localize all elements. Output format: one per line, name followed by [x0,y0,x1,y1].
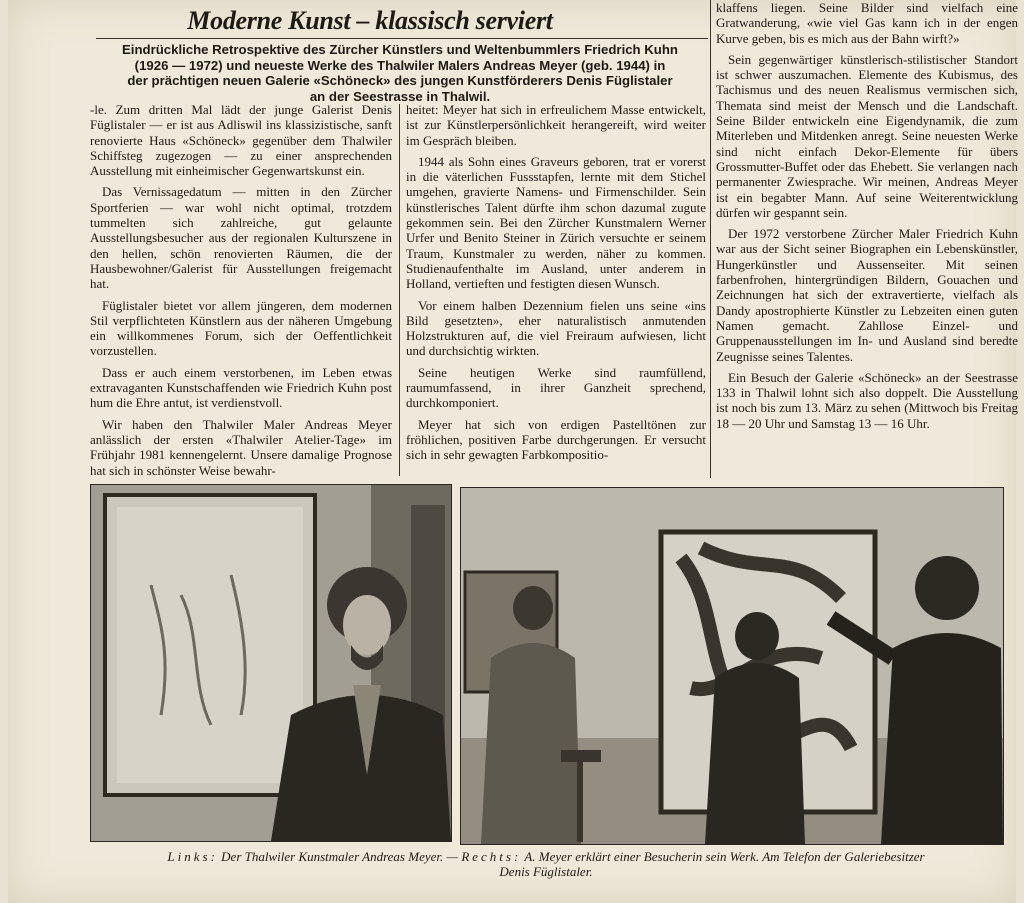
caption-right-label: Rechts: [461,849,522,864]
paragraph: heitet: Meyer hat sich in erfreulichem Masse entwickelt, ist zur Künstlerpersönlichkeit herangereift, wird weiter im Gespräch bleiben. [406,102,706,148]
photo-andreas-meyer [90,484,452,842]
paragraph: Vor einem halben Dezennium fielen uns seine «ins Bild gesetzten», eher naturalistisch anmutenden Holzstrukturen auf, die viel Freiraum aufwiesen, licht und durchsichtig wirkten. [406,297,706,359]
paragraph: Ein Besuch der Galerie «Schöneck» an der Seestrasse 133 in Thalwil lohnt sich also doppelt. Die Ausstellung ist noch bis zum 13. März zu sehen (Mittwoch bis Freitag 18 — 20 Uhr und Samstag 13 — 16 Uhr. [716,369,1018,431]
paragraph: Der 1972 verstorbene Zürcher Maler Friedrich Kuhn war aus der Sicht seiner Biographen ein Lebenskünstler, Hungerkünstler und Aussenseiter. Mit seinen farbenfrohen, hintergründigen Bildern, Gouachen und Zeichnungen hat sich der extravertierte, vielfach als Dandy apostrophierte Künstler zu Lebzeiten einen guten Namen gemacht. Zahllose Einzel- und Gruppenausstellungen im In- und Ausland sind beredte Zeugnisse seines Talentes. [716,226,1018,364]
paragraph: Seine heutigen Werke sind raumfüllend, raumumfassend, in ihrer Ganzheit sprechend, durchkomponiert. [406,364,706,411]
paragraph: Dass er auch einem verstorbenen, im Leben etwas extravaganten Kunstschaffenden wie Friedrich Kuhn post hum die Ehre antut, ist verdienstvoll. [90,364,392,411]
caption-line-2: Denis Füglistaler. [499,864,593,879]
article-column-1 [90,102,392,484]
paragraph: Wir haben den Thalwiler Maler Andreas Meyer anlässlich der ersten «Thalwiler Atelier-Tage» im Frühjahr 1981 kennengelernt. Unsere damalige Prognose hat sich in schönster Weise bewahr- [90,416,392,478]
paragraph: Meyer hat sich von erdigen Pastelltönen zur fröhlichen, positiven Farbe durchgerungen. Er versucht sich in sehr gewagten Farbkompositio- [406,416,706,463]
paragraph: Füglistaler bietet vor allem jüngeren, dem modernen Stil verpflichteten Künstlern aus der näheren Umgebung ein willkommenes Forum, sich der Oeffentlichkeit vorzustellen. [90,297,392,359]
column-divider [399,104,400,476]
subhead-line: Eindrückliche Retrospektive des Zürcher Künstlers und Weltenbummlers Friedrich Kuhn [122,42,678,57]
photo-illustration [91,485,451,841]
paragraph: Das Vernissagedatum — mitten in den Zürcher Sportferien — war wohl nicht optimal, trotzdem tummelten sich zahlreiche, gut gelaunte Ausstellungsbesucher aus der regionalen Kulturszene in den hellen, schön renovierten Räumen, die der Hausbewohner/Galerist für Ausstellungen freigemacht hat. [90,184,392,292]
caption-left-label: Links: [167,849,218,864]
caption-left-text: Der Thalwiler Kunstmaler Andreas Meyer. — [221,849,459,864]
paragraph: klaffens liegen. Seine Bilder sind vielfach eine Gratwanderung, «wie viel Gas kann ich in der engen Kurve geben, bis es mich aus der Bahn wirft?» [716,0,1018,46]
subhead-line: an der Seestrasse in Thalwil. [309,88,491,104]
paragraph: 1944 als Sohn eines Graveurs geboren, trat er vorerst in die väterlichen Fussstapfen, lernte mit dem Stichel umgehen, gravierte Namens- und Firmenschilder. Sein künstlerisches Talent dürfte ihm schon dazumal zugute gekommen sein. Bei den Zürcher Kunstmalern Werner Urfer und Benito Steiner in Zürich versuchte er seinem Traum, Kunstmaler zu werden, näher zu kommen. Studienaufenthalte im Ausland, unter anderem in Holland, vertieften und festigten diesen Wunsch. [406,153,706,292]
article-column-2 [406,102,706,469]
photo-illustration [461,488,1003,844]
photo-caption [90,849,1002,879]
top-rule [96,38,708,39]
article-column-3 [716,0,1018,437]
column-divider [710,0,711,478]
article-headline: Moderne Kunst – klassisch serviert [187,6,553,35]
subhead-line: (1926 — 1972) und neueste Werke des Thalwiler Malers Andreas Meyer (geb. 1944) in [134,57,666,73]
photo-meyer-with-visitor [460,487,1004,845]
paragraph: -le. Zum dritten Mal lädt der junge Galerist Denis Füglistaler — er ist aus Adliswil ins klassizistische, sanft renovierte Haus «Schöneck» gegenüber dem Thalwiler Schiffsteg zugezogen — zu einer ansprechenden Ausstellung mit einheimischer Gegenwartskunst ein. [90,102,392,179]
caption-right-text: A. Meyer erklärt einer Besucherin sein Werk. Am Telefon der Galeriebesitzer [524,849,925,864]
subhead-line: der prächtigen neuen Galerie «Schöneck» des jungen Kunstförderers Denis Füglistaler [127,73,673,89]
caption-line-1 [90,849,1002,864]
paragraph: Sein gegenwärtiger künstlerisch-stilistischer Standort ist schwer auszumachen. Elemente des Kubismus, des Tachismus und des neuen Realismus vermischen sich, Themata sind meist der Mensch und die Landschaft. Seine Bilder entwickeln eine Eigendynamik, die zum Miterleben und Mitdenken anregt. Seine neuesten Werke sind nicht einfach Dekor-Elemente für übers Grossmutter-Buffet oder das Ehebett. Sie verlangen nach permanenter Zwiesprache. Wir meinen, Andreas Meyer ist ein begabter Mann. Auf seine Weiterentwicklung dürfen wir gespannt sein. [716,51,1018,220]
article-subhead [120,42,680,104]
